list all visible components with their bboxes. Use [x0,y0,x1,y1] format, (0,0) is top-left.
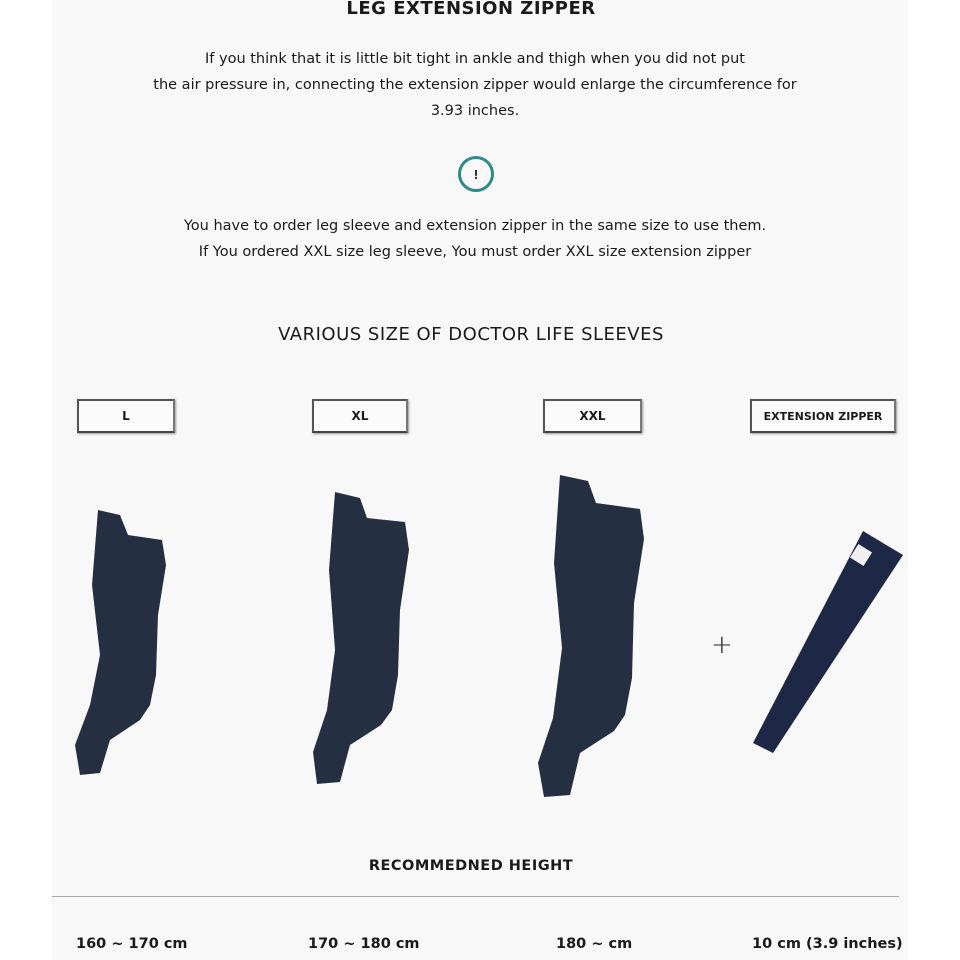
divider [52,896,899,897]
height-xl: 170 ~ 180 cm [308,936,420,952]
height-heading: RECOMMEDNED HEIGHT [368,858,574,874]
content-panel [52,0,908,960]
notice-line: If You ordered XXL size leg sleeve, You must order XXL size extension zipper [198,244,752,260]
plus-sign: + [711,630,733,660]
leg-sleeve-l-image [70,505,180,780]
notice [0,213,950,265]
height-l: 160 ~ 170 cm [76,936,188,952]
description-line: 3.93 inches. [430,103,520,119]
leg-sleeve-xl-image [305,490,415,790]
sizes-title: VARIOUS SIZE OF DOCTOR LIFE SLEEVES [278,324,664,345]
description-line: the air pressure in, connecting the extension zipper would enlarge the circumference for [153,77,797,93]
zipper-description [0,46,950,124]
size-xxl-button[interactable]: XXL [543,399,642,433]
extension-zipper-image [745,525,910,760]
description-line: If you think that it is little bit tight in ankle and thigh when you did not put [205,51,745,67]
size-xl-button[interactable]: XL [312,399,408,433]
size-l-button[interactable]: L [77,399,175,433]
height-xxl: 180 ~ cm [556,936,633,952]
alert-icon: ! [458,156,494,192]
height-zipper: 10 cm (3.9 inches) [752,936,903,952]
notice-line: You have to order leg sleeve and extension zipper in the same size to use them. [183,218,767,234]
leg-sleeve-xxl-image [528,473,648,803]
extension-zipper-button[interactable]: EXTENSION ZIPPER [750,399,896,433]
zipper-title: LEG EXTENSION ZIPPER [346,0,596,19]
